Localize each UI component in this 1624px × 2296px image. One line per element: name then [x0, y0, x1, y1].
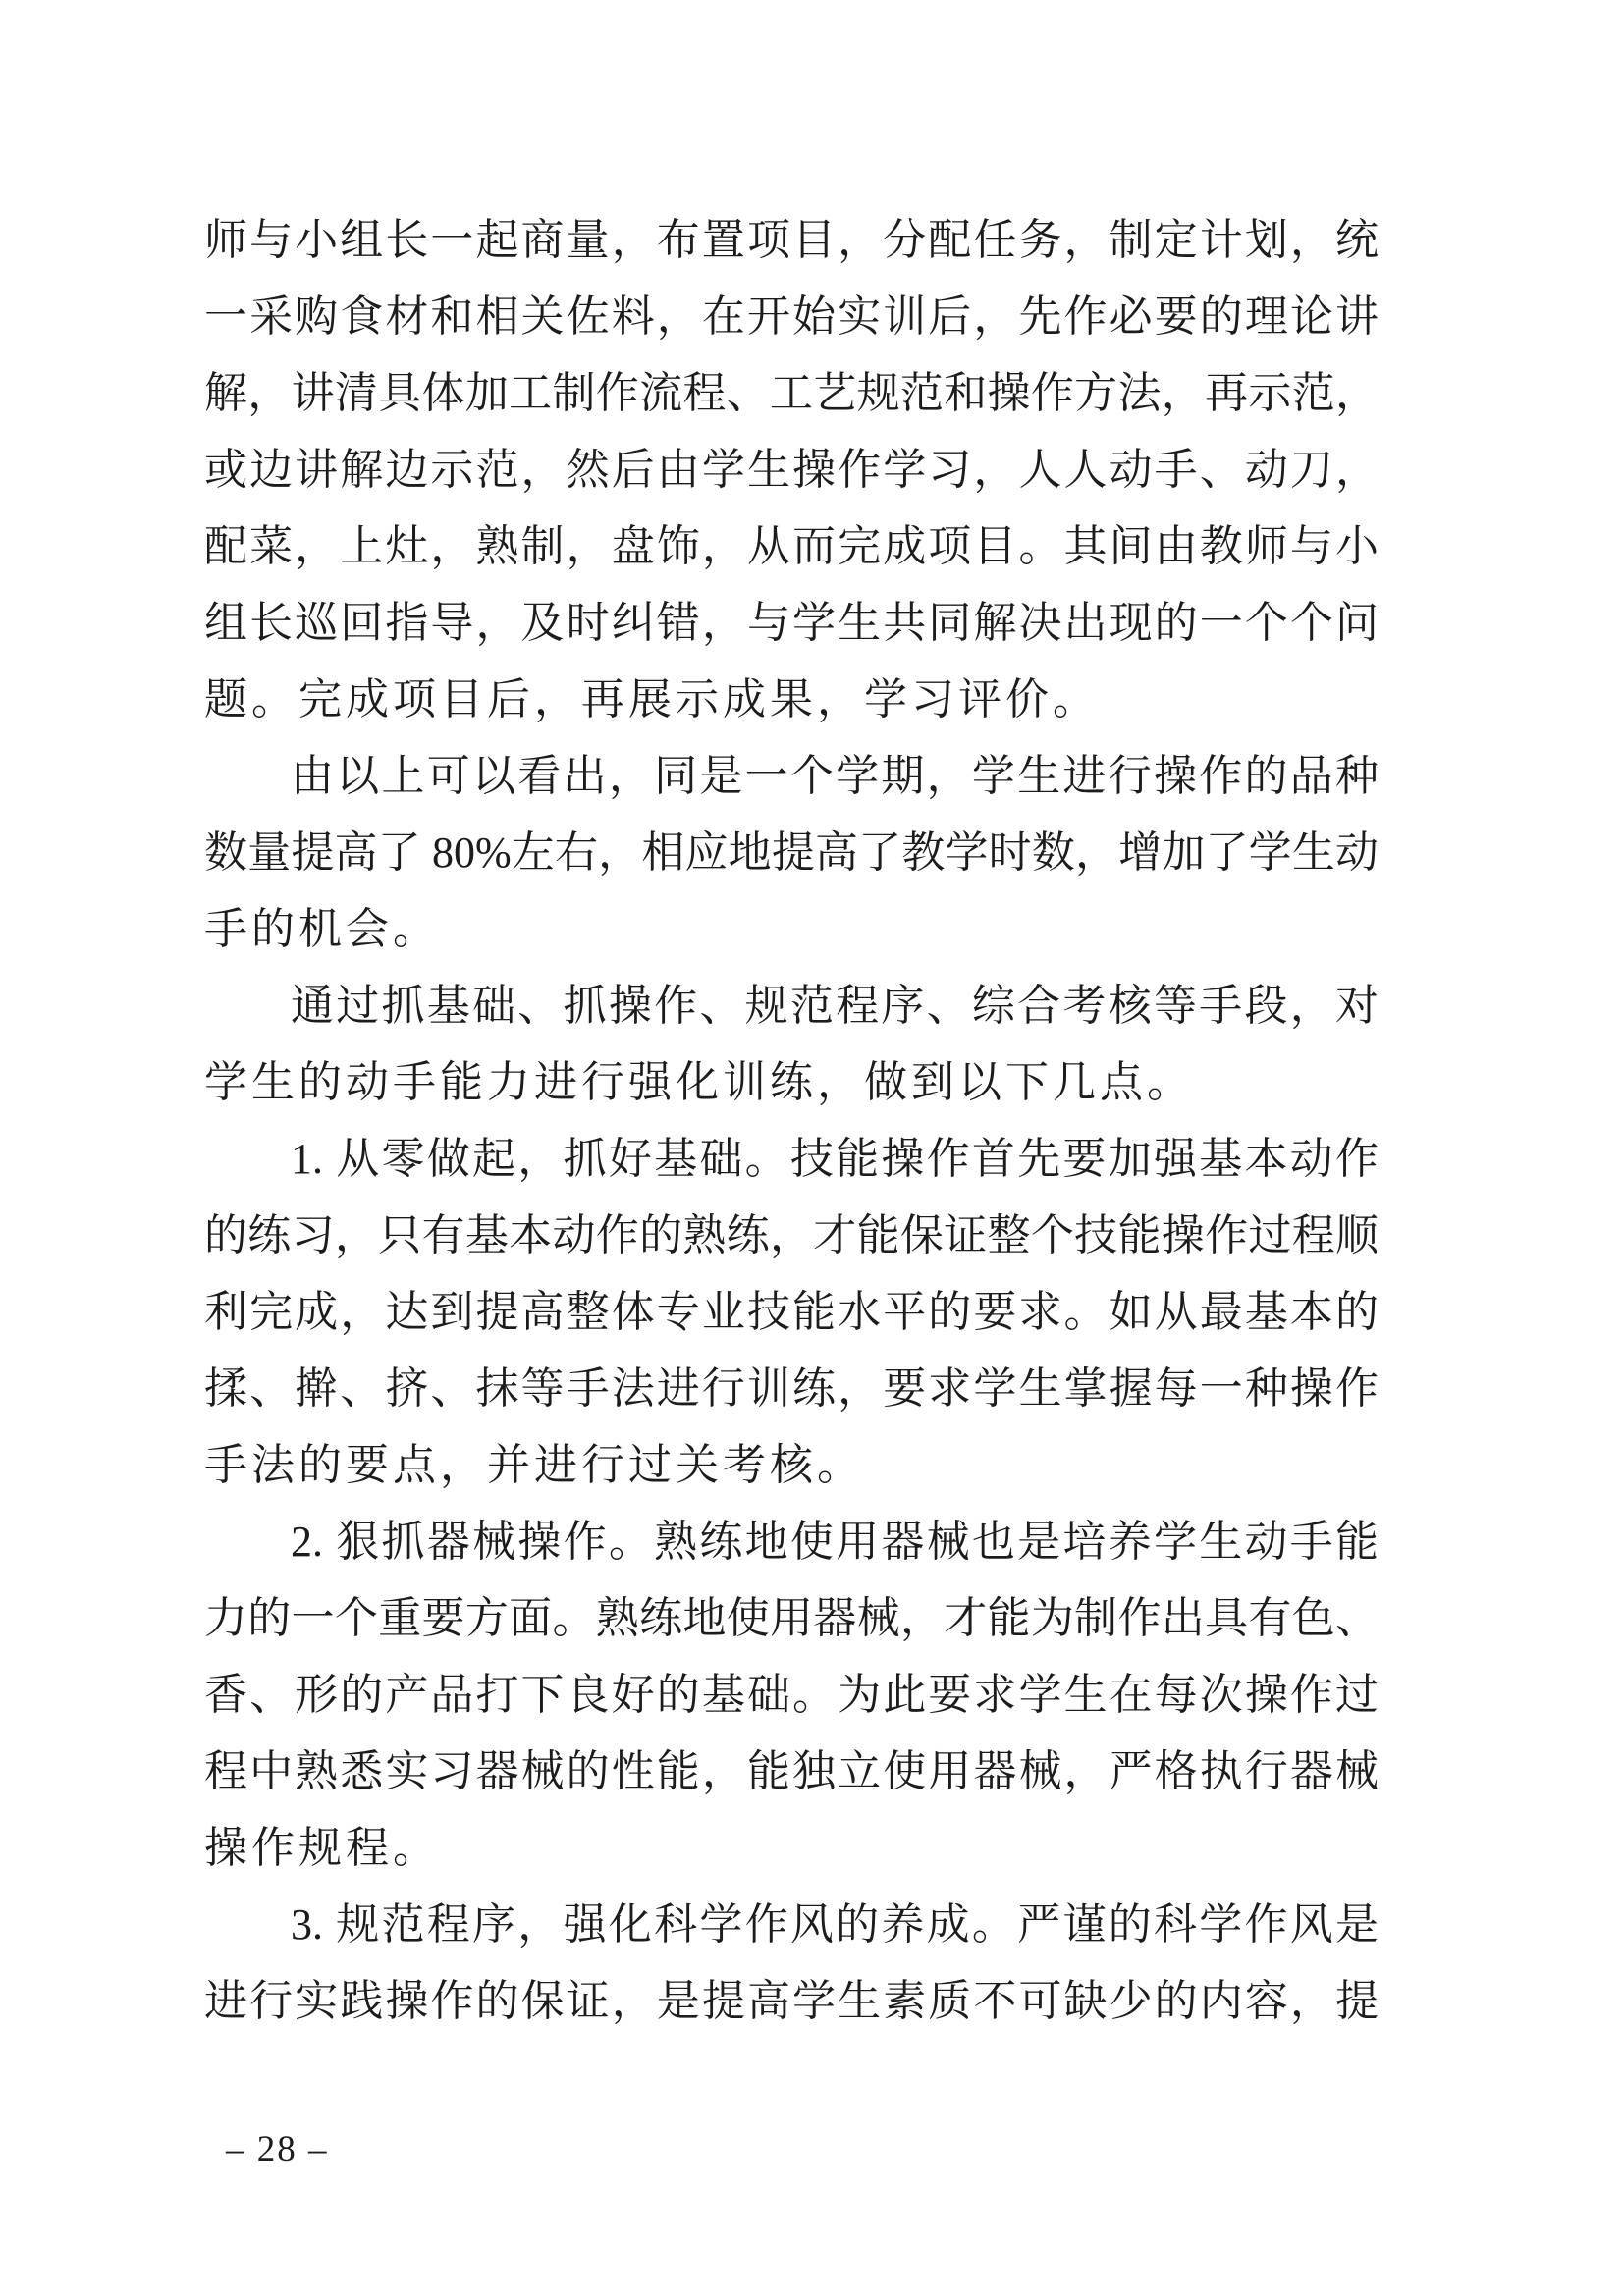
text-line: 揉、擀、挤、抹等手法进行训练，要求学生掌握每一种操作	[204, 1364, 1379, 1413]
text-line: 2. 狠抓器械操作。熟练地使用器械也是培养学生动手能	[291, 1518, 1379, 1566]
text-line: 的练习，只有基本动作的熟练，才能保证整个技能操作过程顺	[204, 1211, 1379, 1259]
text-line: 配菜，上灶，熟制，盘饰，从而完成项目。其间由教师与小	[204, 522, 1379, 570]
text-line: 数量提高了 80%左右，相应地提高了教学时数，增加了学生动	[204, 828, 1379, 877]
page-number: – 28 –	[226, 2129, 329, 2169]
text-line: 利完成，达到提高整体专业技能水平的要求。如从最基本的	[204, 1288, 1379, 1336]
text-line: 师与小组长一起商量，布置项目，分配任务，制定计划，统	[204, 216, 1379, 264]
text-line: 操作规程。	[204, 1824, 440, 1872]
text-line: 进行实践操作的保证，是提高学生素质不可缺少的内容，提	[204, 1977, 1379, 2025]
text-line: 学生的动手能力进行强化训练，做到以下几点。	[204, 1058, 1194, 1106]
text-line: 香、形的产品打下良好的基础。为此要求学生在每次操作过	[204, 1671, 1379, 1719]
text-line: 或边讲解边示范，然后由学生操作学习，人人动手、动刀，	[204, 446, 1379, 494]
text-line: 由以上可以看出，同是一个学期，学生进行操作的品种	[291, 752, 1379, 800]
text-line: 3. 规范程序，强化科学作风的养成。严谨的科学作风是	[291, 1900, 1379, 1949]
text-line: 程中熟悉实习器械的性能，能独立使用器械，严格执行器械	[204, 1747, 1379, 1795]
text-line: 组长巡回指导，及时纠错，与学生共同解决出现的一个个问	[204, 599, 1379, 647]
text-line: 手的机会。	[204, 905, 440, 953]
body-text	[204, 202, 1379, 2040]
text-line: 一采购食材和相关佐料，在开始实训后，先作必要的理论讲	[204, 293, 1379, 341]
text-line: 力的一个重要方面。熟练地使用器械，才能为制作出具有色、	[204, 1594, 1379, 1642]
text-line: 手法的要点，并进行过关考核。	[204, 1441, 864, 1489]
text-line: 题。完成项目后，再展示成果，学习评价。	[204, 675, 1100, 723]
text-line: 1. 从零做起，抓好基础。技能操作首先要加强基本动作	[291, 1135, 1379, 1183]
text-line: 通过抓基础、抓操作、规范程序、综合考核等手段，对	[291, 982, 1379, 1030]
text-line: 解，讲清具体加工制作流程、工艺规范和操作方法，再示范，	[204, 369, 1379, 417]
